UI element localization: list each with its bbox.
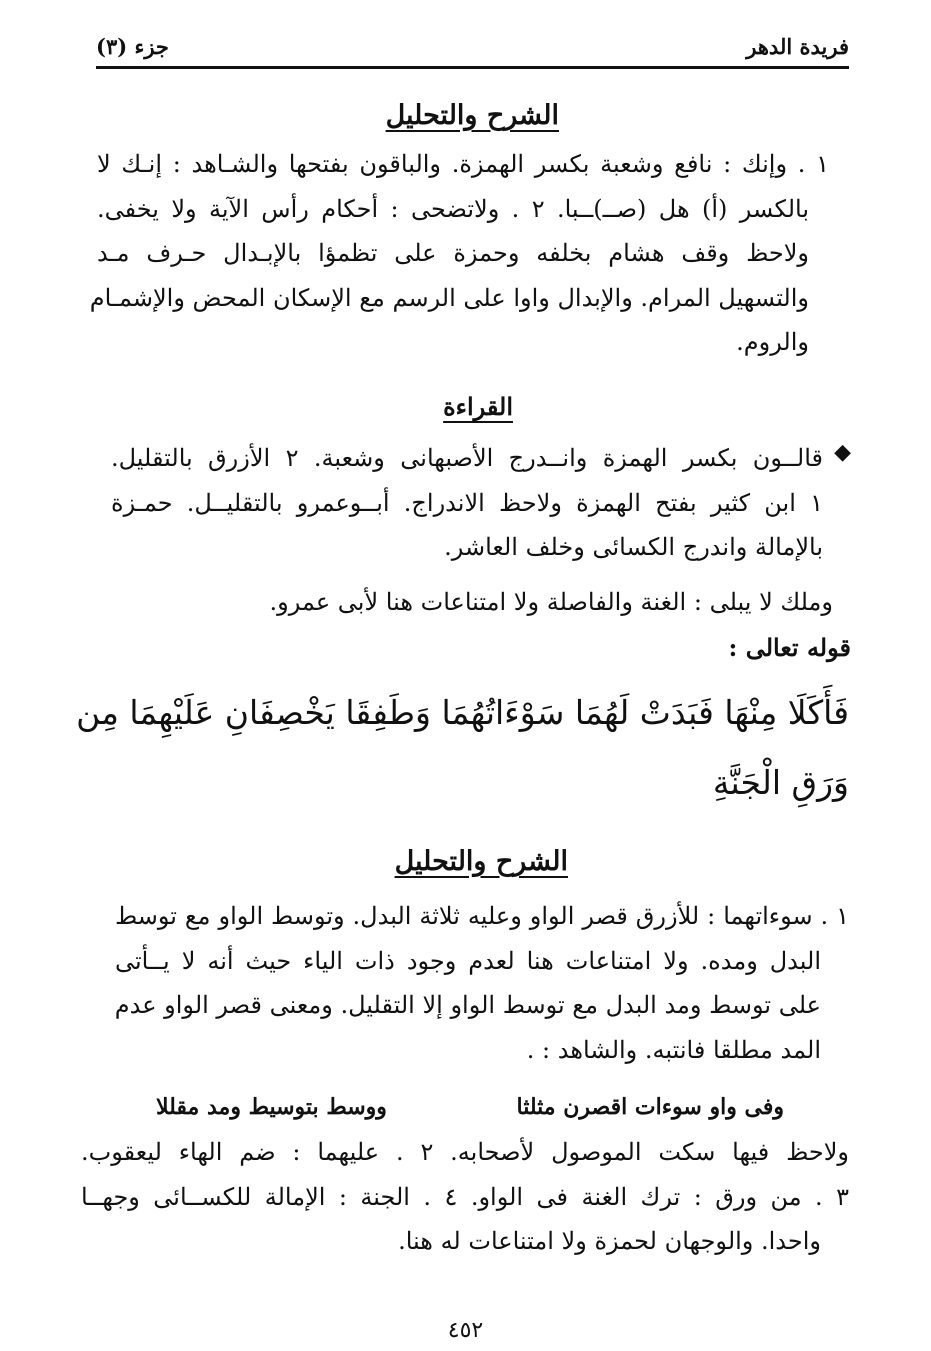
text-line: ٣ . من ورق : ترك الغنة فى الواو. ٤ . الجنة : الإمالة للكســائى وجهــا bbox=[81, 1182, 849, 1211]
verse-hemistich-right: وفى واو سوءات اقصرن مثلثا bbox=[516, 1094, 784, 1120]
text-line: ولاحظ وقف هشام بخلفه وحمزة على تظمؤا بالإبـدال حـرف مـد bbox=[97, 239, 809, 267]
text-line: بالكسر (أ) هل (صــ)ــبا. ٢ . ولاتضحى : أحكام رأس الآية ولا يخفى. bbox=[97, 194, 809, 223]
qiraa-body bbox=[111, 436, 823, 570]
section-title-qiraa: القراءة bbox=[443, 392, 513, 421]
text-line: قالــون بكسر الهمزة وانــدرج الأصبهانى وشعبة. ٢ الأزرق بالتقليل. bbox=[111, 444, 823, 472]
sharh-1-body bbox=[89, 142, 829, 365]
text-line: على توسط ومد البدل مع توسط الواو إلا التقليل. ومعنى قصر الواو عدم bbox=[114, 991, 821, 1019]
text-line: واحدا. والوجهان لحمزة ولا امتناعات له هنا. bbox=[398, 1227, 821, 1255]
section-title-sharh-2: الشرح والتحليل bbox=[394, 846, 568, 877]
text-line: ولاحظ فيها سكت الموصول لأصحابه. ٢ . عليهما : ضم الهاء ليعقوب. bbox=[81, 1138, 849, 1166]
text-line: ١ . سوءاتهما : للأزرق قصر الواو وعليه ثلاثة البدل. وتوسط الواو مع توسط bbox=[115, 902, 849, 930]
quran-line: وَرَقِ الْجَنَّةِ bbox=[712, 763, 849, 802]
quran-verse bbox=[76, 678, 849, 818]
page-number: ٤٥٢ bbox=[447, 1318, 484, 1343]
text-line: المد مطلقا فانتبه. والشاهد : . bbox=[526, 1035, 821, 1064]
text-line: بالإمالة واندرج الكسائى وخلف العاشر. bbox=[444, 533, 823, 561]
diamond-bullet-icon: ◆ bbox=[834, 440, 851, 465]
book-title: فريدة الدهر bbox=[746, 33, 849, 59]
text-line: البدل ومده. ولا امتناعات هنا لعدم وجود ذات الياء حيث أنه لا يــأتى bbox=[115, 946, 821, 975]
text-line: ١ . وإنك : نافع وشعبة بكسر الهمزة. والباقون بفتحها والشـاهد : إنـك لا bbox=[97, 150, 829, 178]
sharh-2-body bbox=[115, 894, 849, 1072]
qawluhu-label: قوله تعالى : bbox=[728, 633, 851, 662]
malak-line: وملك لا يبلى : الغنة والفاصلة ولا امتناعات هنا لأبى عمرو. bbox=[269, 588, 833, 616]
text-line: ١ ابن كثير بفتح الهمزة ولاحظ الاندراج. أبــوعمرو بالتقليــل. حمـزة bbox=[111, 488, 823, 517]
running-header bbox=[96, 26, 849, 69]
quran-line: فَأَكَلَا مِنْهَا فَبَدَتْ لَهُمَا سَوْءَاتُهُمَا وَطَفِقَا يَخْصِفَانِ عَلَيْهِمَا مِن bbox=[76, 693, 849, 732]
verse-hemistich-left: ووسط بتوسيط ومد مقللا bbox=[156, 1094, 387, 1120]
poetry-verse bbox=[156, 1088, 784, 1126]
part-label: جزء (٣) bbox=[96, 33, 169, 59]
section-title-sharh-1: الشرح والتحليل bbox=[385, 100, 559, 131]
text-line: والروم. bbox=[736, 328, 809, 356]
final-body bbox=[81, 1130, 849, 1264]
text-line: والتسهيل المرام. والإبدال واوا على الرسم مع الإسكان المحض والإشمـام bbox=[89, 283, 809, 312]
